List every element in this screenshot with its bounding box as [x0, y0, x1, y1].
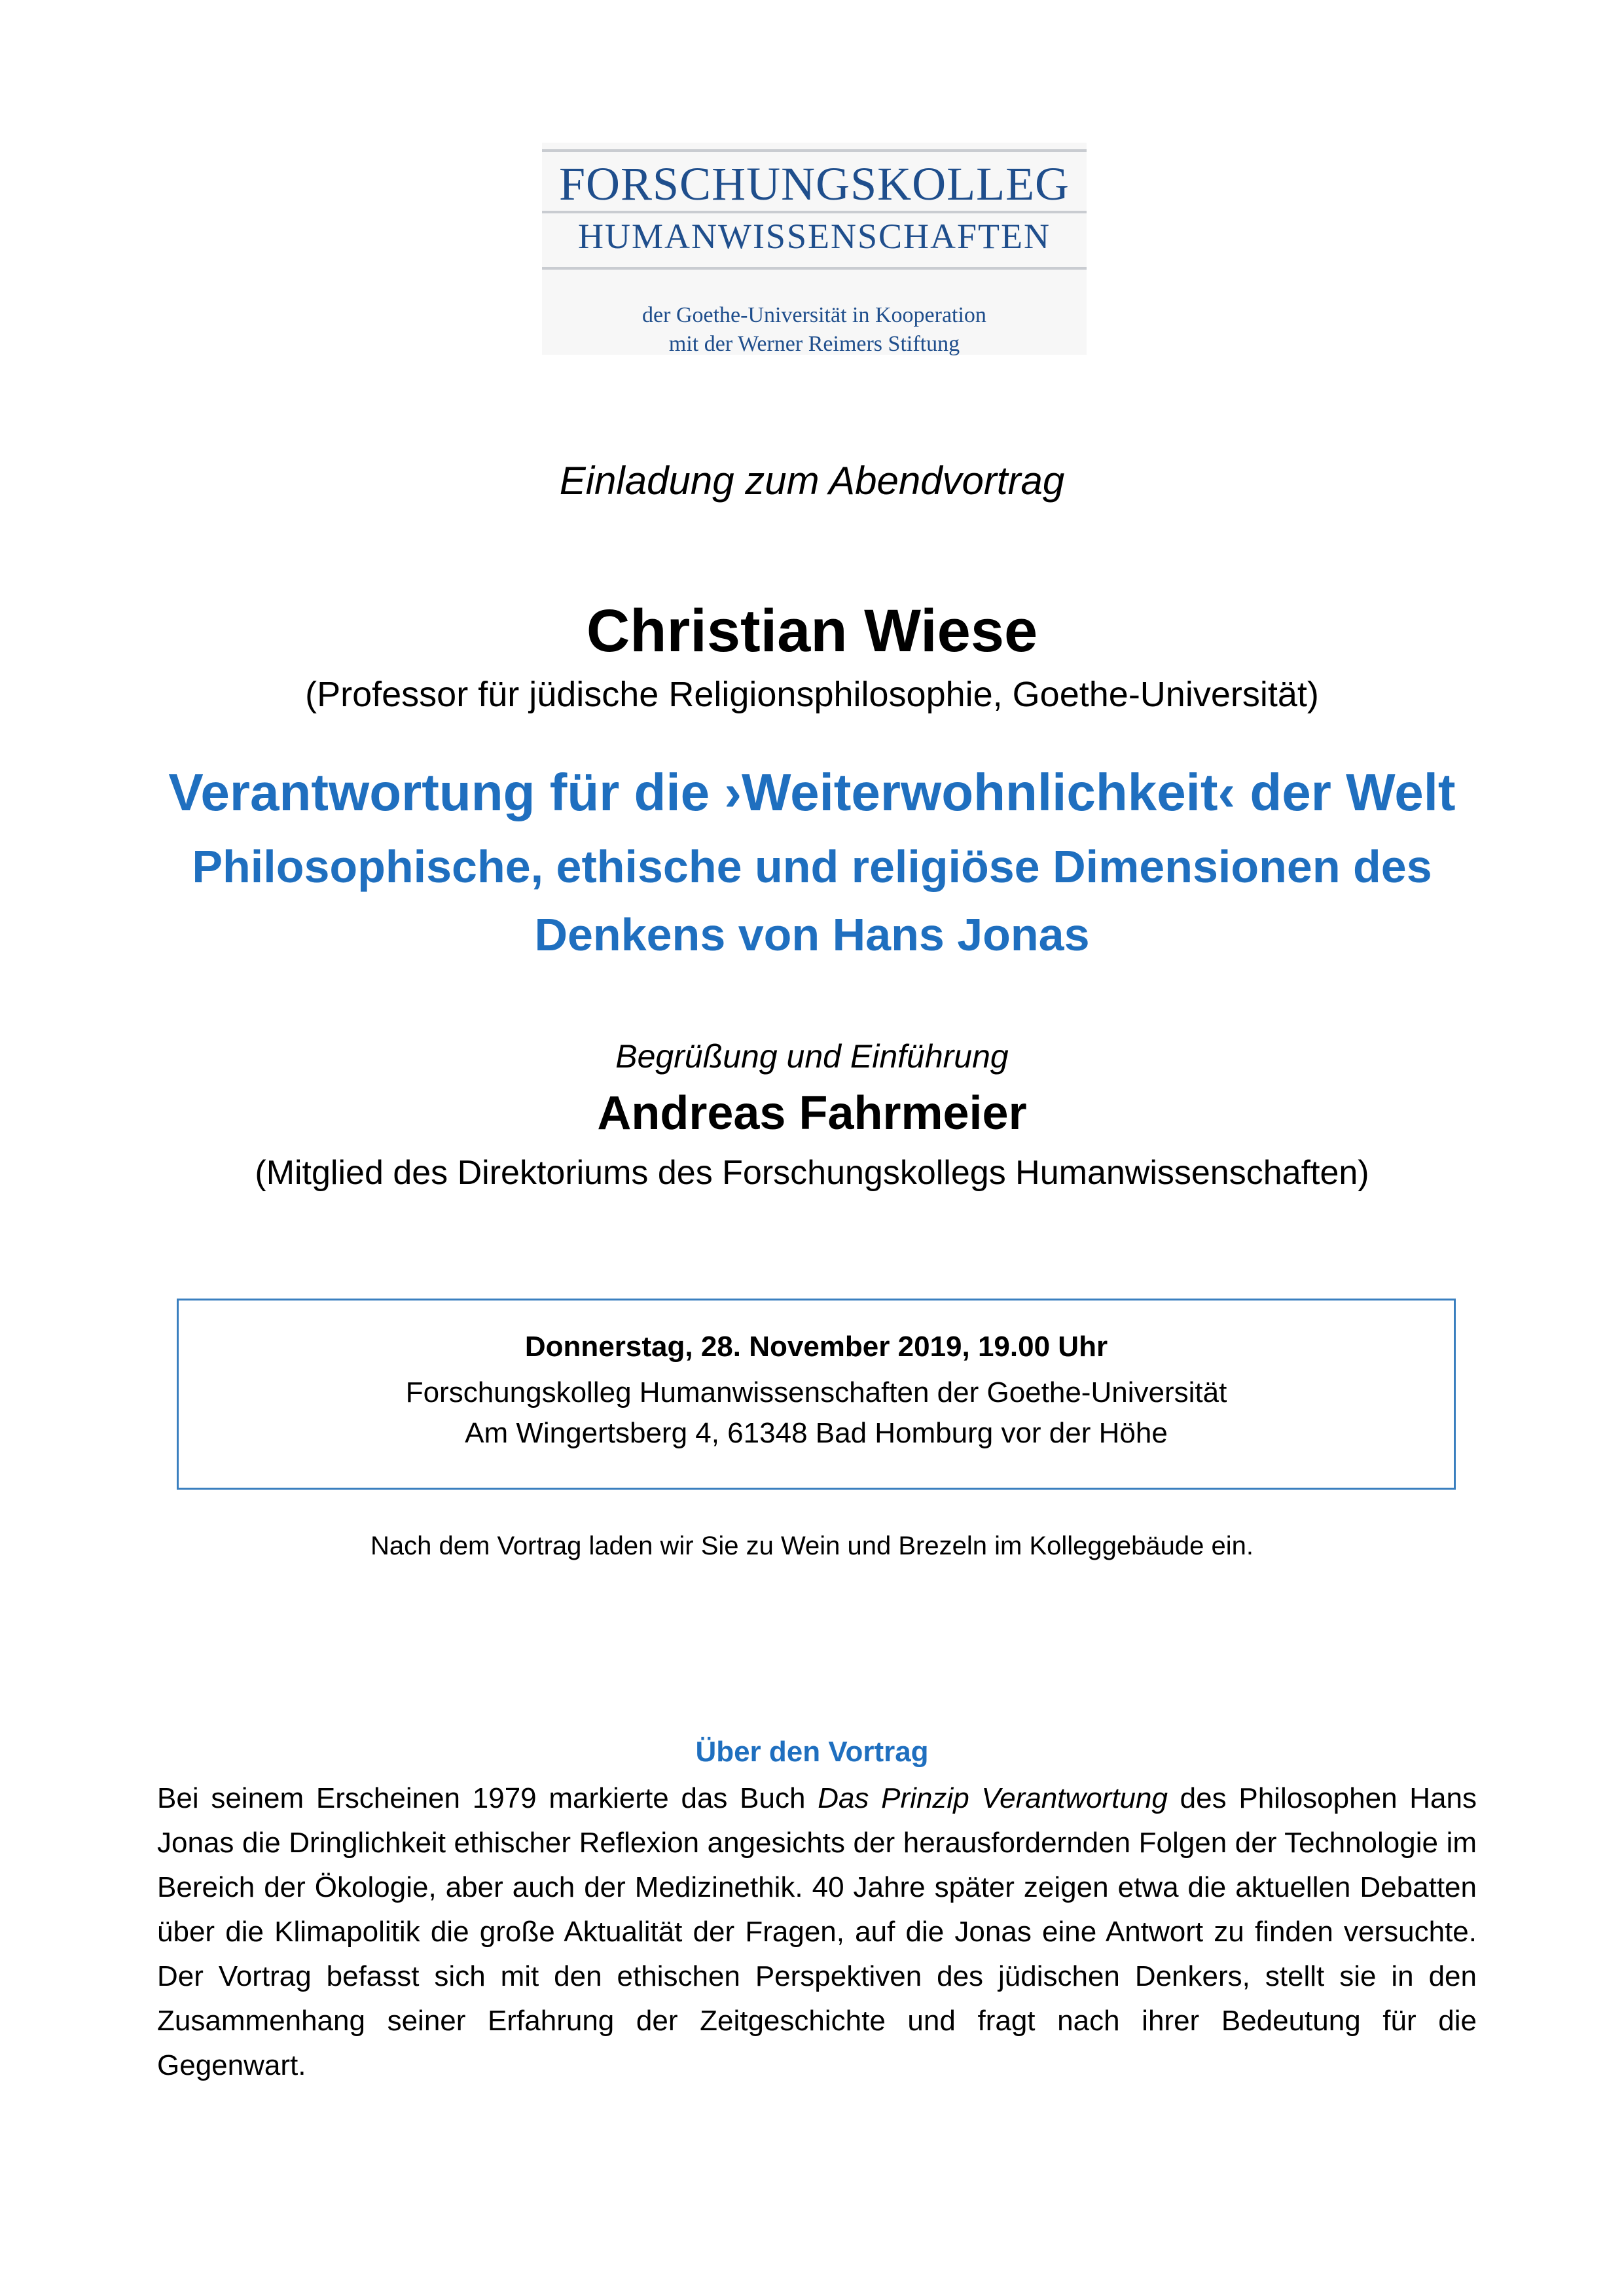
host-label: Begrüßung und Einführung [615, 1038, 1009, 1075]
lecture-subtitle-line-2: Denkens von Hans Jonas [534, 909, 1090, 960]
logo-line-2: HUMANWISSENSCHAFTEN [577, 217, 1051, 256]
invitation-label: Einladung zum Abendvortrag [559, 459, 1065, 503]
logo-bottom-rule [542, 267, 1087, 270]
host-affiliation: (Mitglied des Direktoriums des Forschungskollegs Humanwissenschaften) [255, 1154, 1369, 1192]
event-venue: Forschungskolleg Humanwissenschaften der Goethe-Universität [405, 1376, 1227, 1408]
logo-tagline [542, 301, 1087, 359]
logo-tagline-line-1: der Goethe-Universität in Kooperation [642, 303, 986, 327]
event-details-box [177, 1299, 1456, 1490]
about-text-after: des Philosophen Hans Jonas die Dringlichkeit ethischer Reflexion angesichts der herausfordernden Folgen der Technologie im Bereich der Ökologie, aber auch der Medizinethik. 40 Jahre später zeigen etwa die aktuellen Debatten über die Klimapolitik die große Aktualität der Fragen, auf die Jonas eine Antwort zu finden versuchte. Der Vortrag befasst sich mit den ethischen Perspektiven des jüdischen Denkers, stellt sie in den Zusammenhang seiner Erfahrung der Zeitgeschichte und fragt nach ihrer Bedeutung für die Gegenwart. [157, 1782, 1477, 2081]
about-heading: Über den Vortrag [695, 1736, 929, 1768]
logo-middle-rule [542, 211, 1087, 213]
logo-tagline-line-2: mit der Werner Reimers Stiftung [668, 332, 960, 356]
reception-note: Nach dem Vortrag laden wir Sie zu Wein und Brezeln im Kolleggebäude ein. [370, 1532, 1254, 1560]
forschungskolleg-logo [542, 143, 1087, 355]
logo-top-rule [542, 149, 1087, 152]
about-paragraph [157, 1776, 1477, 2088]
lecture-title: Verantwortung für die ›Weiterwohnlichkeit‹ der Welt [168, 763, 1456, 821]
speaker-affiliation: (Professor für jüdische Religionsphilosophie, Goethe-Universität) [305, 675, 1319, 714]
event-datetime: Donnerstag, 28. November 2019, 19.00 Uhr [524, 1331, 1108, 1363]
lecture-subtitle [0, 833, 1624, 969]
book-title: Das Prinzip Verantwortung [818, 1782, 1168, 1814]
event-address: Am Wingertsberg 4, 61348 Bad Homburg vor der Höhe [465, 1417, 1168, 1449]
lecture-subtitle-line-1: Philosophische, ethische und religiöse Dimensionen des [192, 841, 1432, 892]
about-text-before: Bei seinem Erscheinen 1979 markierte das Buch [157, 1782, 818, 1814]
speaker-name: Christian Wiese [586, 598, 1038, 664]
logo-line-1: FORSCHUNGSKOLLEG [558, 158, 1070, 210]
host-name: Andreas Fahrmeier [597, 1087, 1027, 1139]
